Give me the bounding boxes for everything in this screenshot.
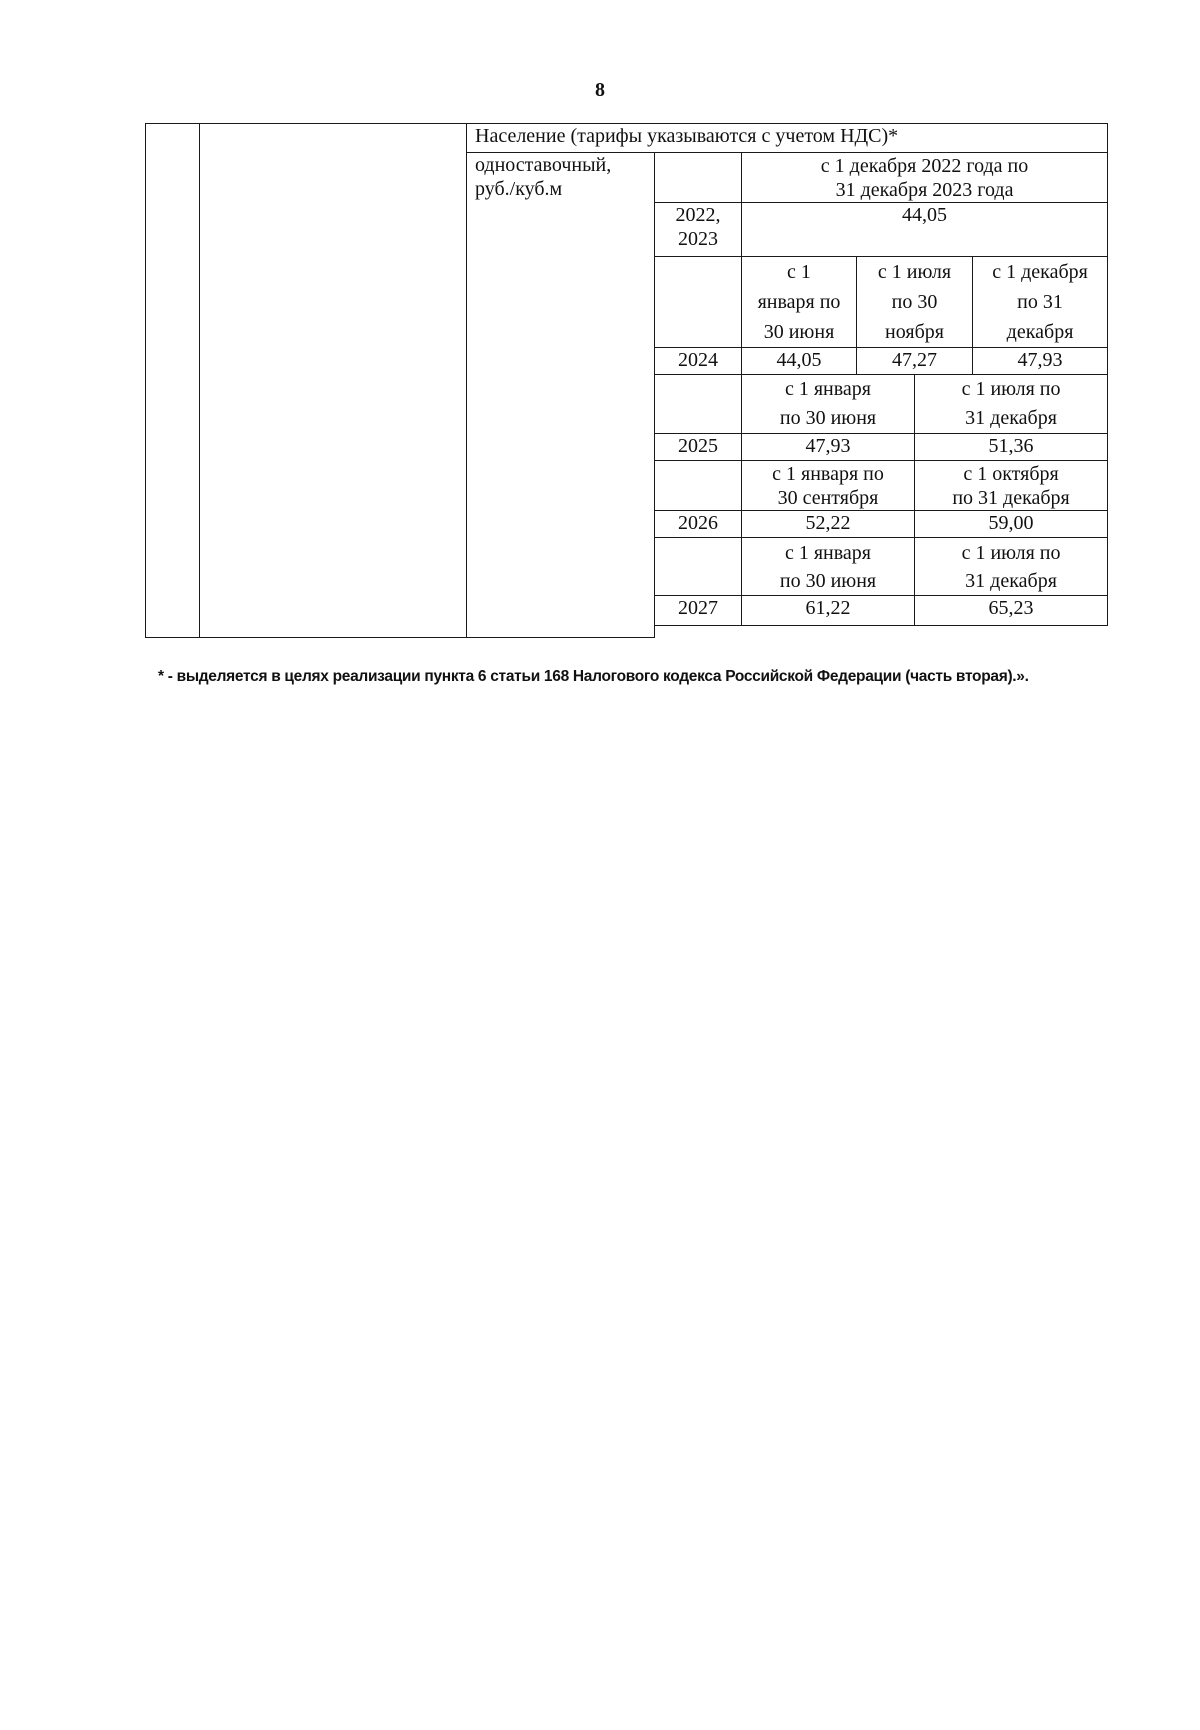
value-2027-1: 61,22 — [742, 596, 915, 626]
value-2024-1: 44,05 — [742, 348, 857, 375]
year-2026: 2026 — [655, 511, 742, 538]
period-2025-1 — [742, 375, 915, 434]
section-header-row — [146, 124, 1108, 153]
period-line: 31 декабря — [965, 569, 1057, 592]
value-2025-2: 51,36 — [915, 434, 1108, 461]
period-line: по 30 — [891, 291, 938, 313]
period-line: 31 декабря 2023 года — [835, 178, 1014, 201]
page-number: 8 — [595, 79, 605, 101]
year-empty-cell — [655, 257, 742, 348]
period-2027-1 — [742, 538, 915, 596]
period-line: с 1 января — [784, 378, 872, 400]
period-2026-1 — [742, 461, 915, 511]
year-empty-cell — [655, 461, 742, 511]
year-2025: 2025 — [655, 434, 742, 461]
year-empty-cell — [655, 375, 742, 434]
period-line: по 31 — [1017, 291, 1063, 313]
value-2026-2: 59,00 — [915, 511, 1108, 538]
period-line: ноября — [885, 321, 944, 343]
period-line: по 30 июня — [779, 407, 877, 429]
period-line: по 31 декабря — [952, 486, 1070, 509]
year-line: 2023 — [678, 228, 718, 250]
year-2024: 2024 — [655, 348, 742, 375]
period-line: с 1 — [787, 261, 811, 283]
period-line: с 1 июля — [877, 261, 952, 283]
period-2024-2 — [857, 257, 973, 348]
year-2022-2023 — [655, 203, 742, 257]
year-empty-cell — [655, 538, 742, 596]
tariff-type-cell — [467, 153, 655, 638]
period-line: с 1 октября — [963, 462, 1059, 485]
period-line: по 30 июня — [779, 569, 877, 592]
period-line: с 1 июля по — [961, 541, 1061, 564]
period-line: с 1 января по — [772, 462, 884, 485]
period-line: с 1 декабря 2022 года по — [820, 154, 1029, 177]
tariff-table — [145, 123, 1108, 638]
value-2022-2023: 44,05 — [742, 203, 1108, 257]
value-2027-2: 65,23 — [915, 596, 1108, 626]
tariff-unit: руб./куб.м — [475, 178, 563, 200]
period-2024-1 — [742, 257, 857, 348]
value-2024-2: 47,27 — [857, 348, 973, 375]
value-2025-1: 47,93 — [742, 434, 915, 461]
value-2024-3: 47,93 — [973, 348, 1108, 375]
period-2027-2 — [915, 538, 1108, 596]
period-line: с 1 июля по — [961, 378, 1061, 400]
period-line: января по — [757, 291, 841, 313]
period-line: с 1 января — [784, 541, 872, 564]
period-2022-2023 — [742, 153, 1108, 203]
year-line: 2022, — [675, 204, 721, 226]
period-2024-3 — [973, 257, 1108, 348]
period-2026-2 — [915, 461, 1108, 511]
empty-column-2 — [200, 124, 467, 638]
tariff-type: одноставочный, — [475, 154, 612, 176]
footnote: * - выделяется в целях реализации пункта 6 статьи 168 Налогового кодекса Российской Федерации (часть вторая).». — [158, 668, 1029, 685]
period-line: 30 сентября — [777, 486, 879, 509]
period-line: 31 декабря — [965, 407, 1057, 429]
period-line: 30 июня — [763, 321, 835, 343]
year-empty-cell — [655, 153, 742, 203]
period-line: с 1 декабря — [992, 261, 1088, 283]
period-line: декабря — [1006, 321, 1074, 343]
empty-column-1 — [146, 124, 200, 638]
section-header: Население (тарифы указываются с учетом НДС)* — [467, 124, 1108, 153]
period-2025-2 — [915, 375, 1108, 434]
year-2027: 2027 — [655, 596, 742, 626]
value-2026-1: 52,22 — [742, 511, 915, 538]
